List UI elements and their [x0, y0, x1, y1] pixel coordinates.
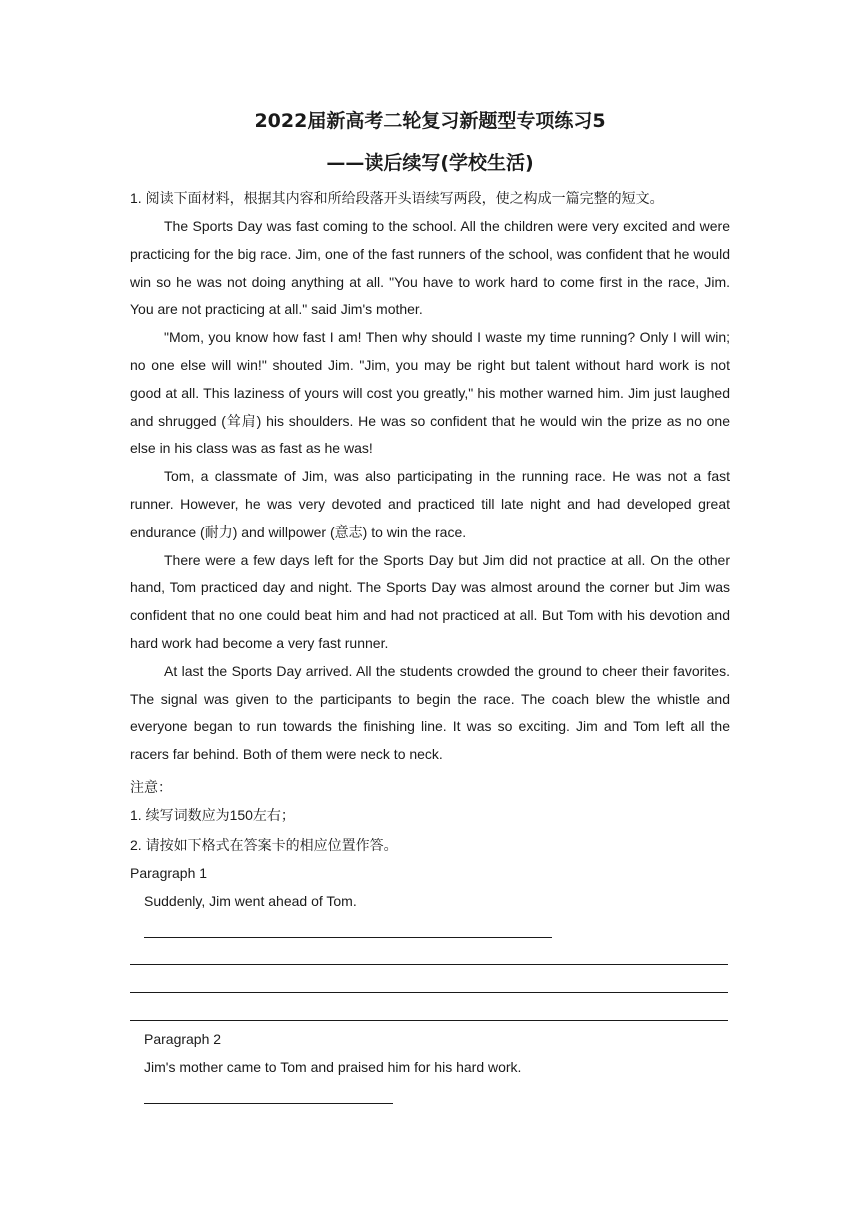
paragraph1-label: Paragraph 1 — [130, 865, 208, 881]
paragraph1-start: Suddenly, Jim went ahead of Tom. — [144, 893, 357, 909]
notes-heading: 注意： — [130, 779, 172, 795]
note-item: 2. 请按如下格式在答案卡的相应位置作答。 — [130, 837, 398, 853]
answer-line — [144, 937, 552, 938]
answer-line — [130, 1020, 728, 1021]
document-title: 2022届新高考二轮复习新题型专项练习5 — [254, 110, 606, 132]
question-instruction: 1. 阅读下面材料，根据其内容和所给段落开头语续写两段，使之构成一篇完整的短文。 — [130, 190, 664, 206]
passage-paragraph: There were a few days left for the Sports Day but Jim did not practice at all. On the other hand, Tom practiced day and night. The Sports Day was almost around the corner but Jim was confident that no one could beat him and had not practiced at all. But Tom with his devotion and hard work had become a very fast runner. — [130, 551, 730, 651]
passage-paragraph: At last the Sports Day arrived. All the students crowded the ground to cheer their favorites. The signal was given to the participants to begin the race. The coach blew the whistle and everyone began to run towards the finishing line. It was so exciting. Jim and Tom left all the racers far behind. Both of them were neck to neck. — [130, 662, 730, 763]
paragraph2-label: Paragraph 2 — [144, 1031, 222, 1047]
answer-line — [130, 964, 728, 965]
passage-paragraph: "Mom, you know how fast I am! Then why should I waste my time running? Only I will win; no one else will win!" shouted Jim. "Jim, you may be right but talent without hard work is not good at all. This laziness of yours will cost you greatly," his mother warned him. Jim just laughed and shrugged (耸肩) his shoulders. He was so confident that he would win the prize as no one else in his class was as fast as he was! — [130, 329, 730, 457]
paragraph2-start: Jim's mother came to Tom and praised him for his hard work. — [144, 1059, 522, 1075]
answer-line — [144, 1103, 393, 1104]
passage-paragraph: Tom, a classmate of Jim, was also participating in the running race. He was not a fast runner. However, he was very devoted and practiced till late night and had developed great endurance (耐力) and willpower (意志) to win the race. — [130, 468, 730, 540]
note-item: 1. 续写词数应为150左右； — [130, 807, 295, 823]
passage-paragraph: The Sports Day was fast coming to the school. All the children were very excited and were practicing for the big race. Jim, one of the fast runners of the school, was confident that he would win so he was not doing anything at all. "You have to work hard to come first in the race, Jim. You are not practicing at all." said Jim's mother. — [130, 218, 730, 318]
document-subtitle: ——读后续写(学校生活) — [326, 152, 534, 174]
passage — [130, 213, 730, 769]
answer-line — [130, 992, 728, 993]
